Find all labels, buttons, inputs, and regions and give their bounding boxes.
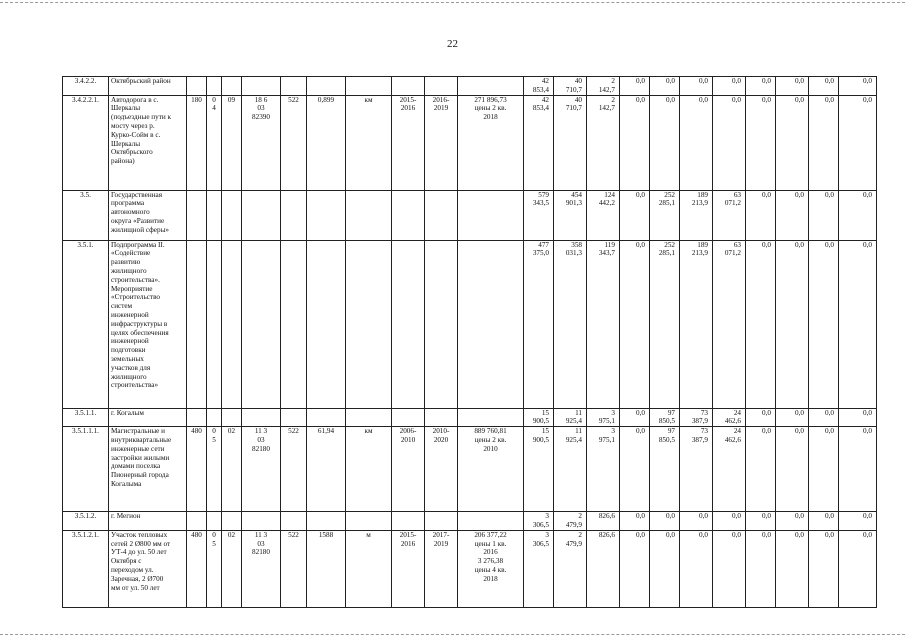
cell-v1: 42 853,4 <box>524 77 554 96</box>
cell-v4: 0,0 <box>620 530 650 607</box>
cell-c2 <box>207 77 222 96</box>
cell-v1: 15 900,5 <box>524 427 554 512</box>
cell-v9: 0,0 <box>776 408 809 427</box>
cell-c9 <box>425 240 458 408</box>
cell-c8 <box>392 77 425 96</box>
cell-c10 <box>458 190 524 240</box>
cell-v9: 0,0 <box>776 95 809 190</box>
cell-v9: 0,0 <box>776 512 809 531</box>
cell-v6: 0,0 <box>680 95 713 190</box>
cell-v7: 63 071,2 <box>713 240 746 408</box>
cell-v2: 11 925,4 <box>554 427 587 512</box>
cell-c9 <box>425 190 458 240</box>
cell-v7: 63 071,2 <box>713 190 746 240</box>
cell-c7 <box>346 190 392 240</box>
cell-code: 3.5.1.1. <box>63 408 109 427</box>
cell-code: 3.5. <box>63 190 109 240</box>
cell-v1: 477 375,0 <box>524 240 554 408</box>
cell-c1 <box>187 240 207 408</box>
cell-v10: 0,0 <box>809 240 839 408</box>
cell-c7 <box>346 512 392 531</box>
cell-v8: 0,0 <box>746 530 776 607</box>
cell-c7 <box>346 77 392 96</box>
cell-v1: 3 306,5 <box>524 512 554 531</box>
cell-v3: 3 975,1 <box>587 427 620 512</box>
cell-c7: м <box>346 530 392 607</box>
cell-name: Государственная программа автономного округа «Развитие жилищной сферы» <box>109 190 187 240</box>
cell-v4: 0,0 <box>620 240 650 408</box>
cell-v5: 0,0 <box>650 530 680 607</box>
cell-v10: 0,0 <box>809 95 839 190</box>
cell-v10: 0,0 <box>809 190 839 240</box>
cell-v8: 0,0 <box>746 427 776 512</box>
page-number: 22 <box>447 38 458 50</box>
cell-c5: 522 <box>281 427 307 512</box>
cell-name: Участок тепловых сетей 2 Ø800 мм от УТ-4 до ул. 50 лет Октября с переходом ул. Заречная, 2 Ø700 мм от ул. 50 лет <box>109 530 187 607</box>
cell-c5 <box>281 512 307 531</box>
cell-c10 <box>458 77 524 96</box>
cell-c4 <box>242 240 281 408</box>
cell-v11: 0,0 <box>839 190 877 240</box>
cell-v10: 0,0 <box>809 408 839 427</box>
cell-v11: 0,0 <box>839 512 877 531</box>
cell-c8: 2006- 2010 <box>392 427 425 512</box>
cell-c2: 0 5 <box>207 427 222 512</box>
cell-v4: 0,0 <box>620 512 650 531</box>
cell-v10: 0,0 <box>809 512 839 531</box>
cell-name: Подпрограмма II. «Содействие развитию жилищного строительства». Мероприятие «Строительство систем инженерной инфраструктуры в целях обеспечения инженерной подготовки земельных участков для жилищного строительства» <box>109 240 187 408</box>
cell-v4: 0,0 <box>620 427 650 512</box>
cell-v7: 0,0 <box>713 530 746 607</box>
table-row <box>63 240 877 408</box>
cell-name: г. Мегион <box>109 512 187 531</box>
table-body <box>63 77 877 608</box>
cell-v10: 0,0 <box>809 530 839 607</box>
cell-c1: 180 <box>187 95 207 190</box>
cell-c5: 522 <box>281 95 307 190</box>
cell-c8 <box>392 240 425 408</box>
cell-c4: 18 6 03 82390 <box>242 95 281 190</box>
cell-v9: 0,0 <box>776 427 809 512</box>
cell-code: 3.4.2.2. <box>63 77 109 96</box>
cell-c3 <box>222 512 242 531</box>
cell-v5: 0,0 <box>650 77 680 96</box>
cell-v6: 189 213,9 <box>680 190 713 240</box>
cell-c4: 11 3 03 82180 <box>242 427 281 512</box>
cell-v8: 0,0 <box>746 240 776 408</box>
cell-v2: 2 479,9 <box>554 512 587 531</box>
cell-c1 <box>187 190 207 240</box>
cell-c3 <box>222 408 242 427</box>
cell-c10: 889 760,81 цены 2 кв. 2010 <box>458 427 524 512</box>
cell-c9 <box>425 408 458 427</box>
cell-code: 3.5.1.2.1. <box>63 530 109 607</box>
cell-c1 <box>187 512 207 531</box>
cell-v4: 0,0 <box>620 77 650 96</box>
cell-v5: 97 850,5 <box>650 408 680 427</box>
cell-v2: 454 901,3 <box>554 190 587 240</box>
cell-c2 <box>207 408 222 427</box>
cell-v3: 3 975,1 <box>587 408 620 427</box>
cell-v3: 2 142,7 <box>587 77 620 96</box>
cell-v11: 0,0 <box>839 77 877 96</box>
cell-c1: 480 <box>187 427 207 512</box>
cell-v6: 189 213,9 <box>680 240 713 408</box>
cell-v6: 0,0 <box>680 77 713 96</box>
cell-c10: 271 896,73 цены 2 кв. 2018 <box>458 95 524 190</box>
cell-c10: 206 377,22 цены 1 кв. 2016 3 276,38 цены 4 кв. 2018 <box>458 530 524 607</box>
cell-v8: 0,0 <box>746 190 776 240</box>
cell-c7 <box>346 240 392 408</box>
cell-c6 <box>307 190 346 240</box>
cell-c3 <box>222 240 242 408</box>
cell-c2 <box>207 240 222 408</box>
table-row <box>63 530 877 607</box>
cell-v9: 0,0 <box>776 240 809 408</box>
cell-v10: 0,0 <box>809 77 839 96</box>
cell-c6 <box>307 408 346 427</box>
cell-v4: 0,0 <box>620 95 650 190</box>
cell-v2: 11 925,4 <box>554 408 587 427</box>
cell-v11: 0,0 <box>839 427 877 512</box>
cell-c7: км <box>346 427 392 512</box>
cell-v5: 97 850,5 <box>650 427 680 512</box>
cell-v3: 119 343,7 <box>587 240 620 408</box>
table-row <box>63 427 877 512</box>
cell-v11: 0,0 <box>839 530 877 607</box>
cell-code: 3.4.2.2.1. <box>63 95 109 190</box>
cell-c2 <box>207 512 222 531</box>
cell-c3: 09 <box>222 95 242 190</box>
cell-c5 <box>281 240 307 408</box>
cell-c4 <box>242 512 281 531</box>
cell-v11: 0,0 <box>839 240 877 408</box>
cell-c9: 2010- 2020 <box>425 427 458 512</box>
cell-v1: 3 306,5 <box>524 530 554 607</box>
cell-v7: 24 462,6 <box>713 427 746 512</box>
cell-c8: 2015- 2016 <box>392 530 425 607</box>
cell-v9: 0,0 <box>776 190 809 240</box>
cell-v1: 42 853,4 <box>524 95 554 190</box>
cell-v5: 252 285,1 <box>650 190 680 240</box>
cell-c6: 1588 <box>307 530 346 607</box>
table-row <box>63 77 877 96</box>
cell-v2: 40 710,7 <box>554 77 587 96</box>
cell-c6: 0,899 <box>307 95 346 190</box>
cell-c8: 2015- 2016 <box>392 95 425 190</box>
cell-c3 <box>222 190 242 240</box>
page-top-edge <box>0 2 905 3</box>
cell-c6 <box>307 512 346 531</box>
budget-table <box>62 76 877 608</box>
cell-c5: 522 <box>281 530 307 607</box>
cell-c2 <box>207 190 222 240</box>
cell-v5: 0,0 <box>650 95 680 190</box>
cell-c5 <box>281 190 307 240</box>
page-bottom-edge <box>0 634 905 635</box>
cell-c1 <box>187 408 207 427</box>
table-row <box>63 190 877 240</box>
cell-v8: 0,0 <box>746 408 776 427</box>
cell-v3: 826,6 <box>587 512 620 531</box>
cell-v3: 826,6 <box>587 530 620 607</box>
table-row <box>63 95 877 190</box>
cell-v3: 2 142,7 <box>587 95 620 190</box>
cell-name: Октябрьский район <box>109 77 187 96</box>
table-row <box>63 408 877 427</box>
cell-v9: 0,0 <box>776 77 809 96</box>
cell-c9 <box>425 512 458 531</box>
cell-c7 <box>346 408 392 427</box>
cell-c6: 61,94 <box>307 427 346 512</box>
cell-c9 <box>425 77 458 96</box>
cell-name: г. Когалым <box>109 408 187 427</box>
cell-v5: 252 285,1 <box>650 240 680 408</box>
cell-c10 <box>458 408 524 427</box>
cell-v10: 0,0 <box>809 427 839 512</box>
cell-v4: 0,0 <box>620 408 650 427</box>
cell-name: Магистральные и внутриквартальные инженерные сети застройки жилыми домами поселка Пионерный города Когалыма <box>109 427 187 512</box>
cell-c9: 2017- 2019 <box>425 530 458 607</box>
cell-c8 <box>392 512 425 531</box>
cell-c4 <box>242 77 281 96</box>
cell-c9: 2016- 2019 <box>425 95 458 190</box>
cell-v7: 0,0 <box>713 95 746 190</box>
cell-code: 3.5.1.2. <box>63 512 109 531</box>
cell-code: 3.5.1.1.1. <box>63 427 109 512</box>
cell-v11: 0,0 <box>839 408 877 427</box>
cell-v4: 0,0 <box>620 190 650 240</box>
cell-v6: 73 387,9 <box>680 427 713 512</box>
cell-v9: 0,0 <box>776 530 809 607</box>
cell-v1: 15 900,5 <box>524 408 554 427</box>
cell-v6: 73 387,9 <box>680 408 713 427</box>
cell-v2: 2 479,9 <box>554 530 587 607</box>
cell-c10 <box>458 512 524 531</box>
cell-c2: 0 4 <box>207 95 222 190</box>
cell-v6: 0,0 <box>680 530 713 607</box>
cell-c4: 11 3 03 82180 <box>242 530 281 607</box>
cell-v5: 0,0 <box>650 512 680 531</box>
cell-c8 <box>392 190 425 240</box>
cell-c10 <box>458 240 524 408</box>
cell-c4 <box>242 408 281 427</box>
cell-v6: 0,0 <box>680 512 713 531</box>
cell-c1: 480 <box>187 530 207 607</box>
cell-c3 <box>222 77 242 96</box>
cell-c5 <box>281 408 307 427</box>
cell-code: 3.5.1. <box>63 240 109 408</box>
cell-v3: 124 442,2 <box>587 190 620 240</box>
cell-c2: 0 5 <box>207 530 222 607</box>
cell-v7: 0,0 <box>713 77 746 96</box>
cell-c8 <box>392 408 425 427</box>
cell-c1 <box>187 77 207 96</box>
cell-v7: 0,0 <box>713 512 746 531</box>
cell-v1: 579 343,5 <box>524 190 554 240</box>
cell-c6 <box>307 77 346 96</box>
cell-v7: 24 462,6 <box>713 408 746 427</box>
cell-v11: 0,0 <box>839 95 877 190</box>
table-row <box>63 512 877 531</box>
cell-c4 <box>242 190 281 240</box>
cell-v8: 0,0 <box>746 77 776 96</box>
cell-v2: 358 031,3 <box>554 240 587 408</box>
cell-c7: км <box>346 95 392 190</box>
cell-v8: 0,0 <box>746 512 776 531</box>
cell-v8: 0,0 <box>746 95 776 190</box>
cell-c5 <box>281 77 307 96</box>
cell-name: Автодорога в с. Шеркалы (подъездные пути к мосту через р. Курко-Сойм в с. Шеркалы Октябрьского района) <box>109 95 187 190</box>
cell-v2: 40 710,7 <box>554 95 587 190</box>
cell-c6 <box>307 240 346 408</box>
cell-c3: 02 <box>222 530 242 607</box>
cell-c3: 02 <box>222 427 242 512</box>
